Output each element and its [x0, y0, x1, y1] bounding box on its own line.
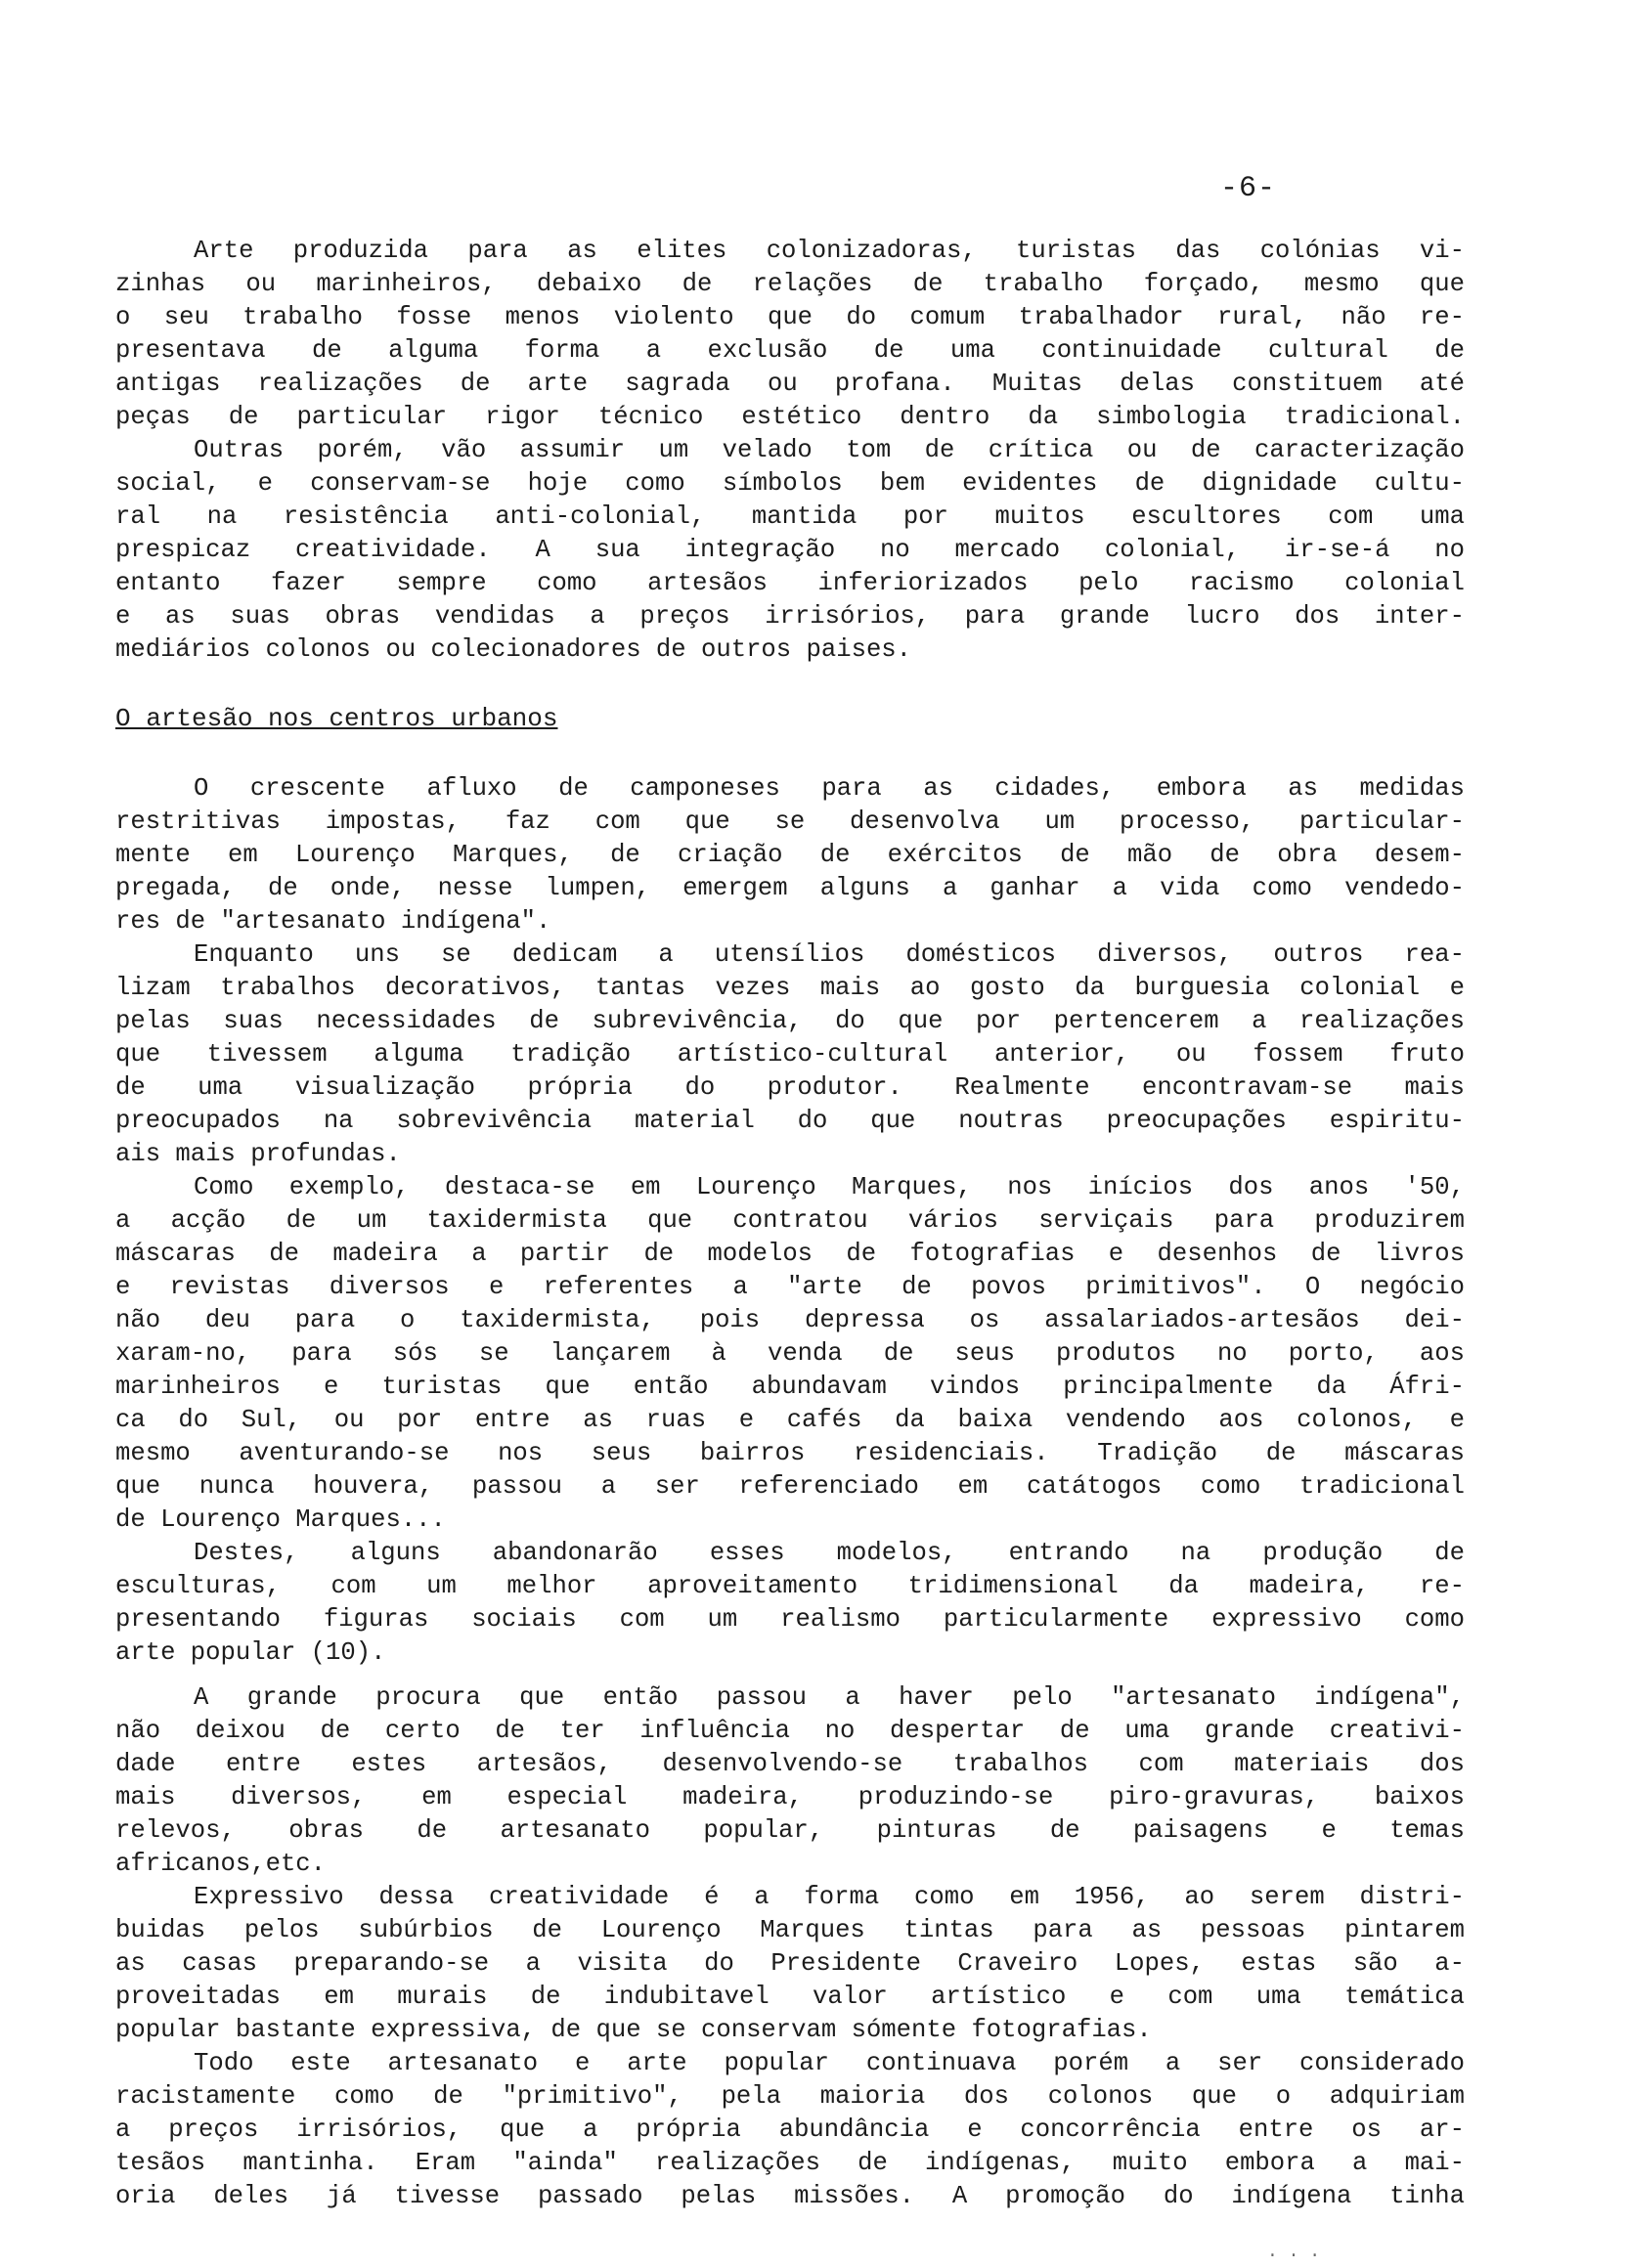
body-text-middle [115, 772, 1465, 1670]
page-number: -6- [1220, 172, 1277, 205]
text-line: Arte produzida para as elites colonizadoras, turistas das colónias vi- [194, 237, 1465, 265]
body-text-top [115, 235, 1465, 667]
text-line: res de "artesanato indígena". [115, 907, 551, 936]
bottom-scan-mark: · · · [1267, 2246, 1321, 2266]
text-line: de Lourenço Marques... [115, 1505, 446, 1534]
text-line: restritivas impostas, faz com que se desenvolva um processo, particular- [115, 807, 1465, 836]
text-line: ral na resistência anti-colonial, mantida por muitos escultores com uma [115, 502, 1465, 531]
text-line: e as suas obras vendidas a preços irrisórios, para grande lucro dos inter- [115, 602, 1465, 631]
text-line: a acção de um taxidermista que contratou vários serviçais para produzirem [115, 1206, 1465, 1235]
text-line: proveitadas em murais de indubitavel valor artístico e com uma temática [115, 1983, 1465, 2011]
paragraph-procura [115, 1681, 1465, 1881]
text-line: que nunca houvera, passou a ser referenciado em catátogos como tradicional [115, 1472, 1465, 1501]
text-line: Expressivo dessa creatividade é a forma como em 1956, ao serem distri- [194, 1883, 1465, 1911]
text-line: mais diversos, em especial madeira, produzindo-se piro-gravuras, baixos [115, 1783, 1465, 1811]
text-line: O crescente afluxo de camponeses para as cidades, embora as medidas [194, 774, 1465, 803]
text-line: zinhas ou marinheiros, debaixo de relações de trabalho forçado, mesmo que [115, 270, 1465, 298]
text-line: relevos, obras de artesanato popular, pinturas de paisagens e temas [115, 1816, 1465, 1845]
text-line: esculturas, com um melhor aproveitamento tridimensional da madeira, re- [115, 1572, 1465, 1600]
text-line: Destes, alguns abandonarão esses modelos, entrando na produção de [194, 1539, 1465, 1567]
text-line: lizam trabalhos decorativos, tantas vezes mais ao gosto da burguesia colonial e [115, 974, 1465, 1002]
text-line: dade entre estes artesãos, desenvolvendo-se trabalhos com materiais dos [115, 1750, 1465, 1778]
text-line: mesmo aventurando-se nos seus bairros residenciais. Tradição de máscaras [115, 1439, 1465, 1467]
paragraph-primitivo [115, 2047, 1465, 2213]
text-line: a preços irrisórios, que a própria abundância e concorrência entre os ar- [115, 2115, 1465, 2144]
text-line: Enquanto uns se dedicam a utensílios domésticos diversos, outros rea- [194, 940, 1465, 969]
text-line: A grande procura que então passou a haver pelo "artesanato indígena", [194, 1683, 1465, 1712]
text-line: não deixou de certo de ter influência no despertar de uma grande creativi- [115, 1717, 1465, 1745]
text-line: mente em Lourenço Marques, de criação de exércitos de mão de obra desem- [115, 841, 1465, 869]
text-line: Todo este artesanato e arte popular continuava porém a ser considerado [194, 2049, 1465, 2077]
text-line: preocupados na sobrevivência material do que noutras preocupações espiritu- [115, 1107, 1465, 1135]
text-line: racistamente como de "primitivo", pela maioria dos colonos que o adquiriam [115, 2082, 1465, 2111]
text-line: Como exemplo, destaca-se em Lourenço Marques, nos inícios dos anos '50, [194, 1173, 1465, 1201]
text-line: oria deles já tivesse passado pelas missões. A promoção do indígena tinha [115, 2182, 1465, 2210]
text-line: arte popular (10). [115, 1638, 386, 1667]
text-line: presentando figuras sociais com um realismo particularmente expressivo como [115, 1605, 1465, 1634]
text-line: africanos,etc. [115, 1850, 327, 1878]
text-line: social, e conservam-se hoje como símbolos bem evidentes de dignidade cultu- [115, 469, 1465, 498]
text-line: ca do Sul, ou por entre as ruas e cafés da baixa vendendo aos colonos, e [115, 1406, 1465, 1434]
text-line: buidas pelos subúrbios de Lourenço Marques tintas para as pessoas pintarem [115, 1916, 1465, 1944]
text-line: de uma visualização própria do produtor. Realmente encontravam-se mais [115, 1073, 1465, 1102]
text-line: pregada, de onde, nesse lumpen, emergem alguns a ganhar a vida como vendedo- [115, 874, 1465, 902]
text-line: as casas preparando-se a visita do Presidente Craveiro Lopes, estas são a- [115, 1949, 1465, 1978]
text-line: pelas suas necessidades de subrevivência, do que por pertencerem a realizações [115, 1007, 1465, 1035]
text-line: presentava de alguma forma a exclusão de uma continuidade cultural de [115, 336, 1465, 365]
text-line: o seu trabalho fosse menos violento que do comum trabalhador rural, não re- [115, 303, 1465, 331]
text-line: que tivessem alguma tradição artístico-cultural anterior, ou fossem fruto [115, 1040, 1465, 1069]
section-heading: O artesão nos centros urbanos [115, 704, 558, 733]
text-line: peças de particular rigor técnico estético dentro da simbologia tradicional. [115, 403, 1465, 431]
text-line: xaram-no, para sós se lançarem à venda de seus produtos no porto, aos [115, 1339, 1465, 1368]
paragraph-afluxo [115, 772, 1465, 938]
text-line: tesãos mantinha. Eram "ainda" realizações de indígenas, muito embora a mai- [115, 2149, 1465, 2177]
text-line: não deu para o taxidermista, pois depressa os assalariados-artesãos dei- [115, 1306, 1465, 1334]
paragraph-critica [115, 434, 1465, 667]
text-line: Outras porém, vão assumir um velado tom de crítica ou de caracterização [194, 436, 1465, 464]
text-line: mediários colonos ou colecionadores de outros paises. [115, 635, 912, 664]
paragraph-esculturas [115, 1537, 1465, 1670]
paragraph-taxidermista [115, 1171, 1465, 1537]
paragraph-elites [115, 235, 1465, 434]
text-line: ais mais profundas. [115, 1140, 401, 1168]
text-line: marinheiros e turistas que então abundavam vindos principalmente da Áfri- [115, 1373, 1465, 1401]
text-line: máscaras de madeira a partir de modelos de fotografias e desenhos de livros [115, 1240, 1465, 1268]
text-line: entanto fazer sempre como artesãos inferiorizados pelo racismo colonial [115, 569, 1465, 597]
text-line: popular bastante expressiva, de que se conservam sómente fotografias. [115, 2016, 1152, 2044]
paragraph-utensilios [115, 938, 1465, 1171]
text-line: prespicaz creatividade. A sua integração no mercado colonial, ir-se-á no [115, 536, 1465, 564]
text-line: antigas realizações de arte sagrada ou profana. Muitas delas constituem até [115, 370, 1465, 398]
paragraph-murais [115, 1881, 1465, 2047]
body-text-bottom [115, 1681, 1465, 2213]
text-line: e revistas diversos e referentes a "arte de povos primitivos". O negócio [115, 1273, 1465, 1301]
